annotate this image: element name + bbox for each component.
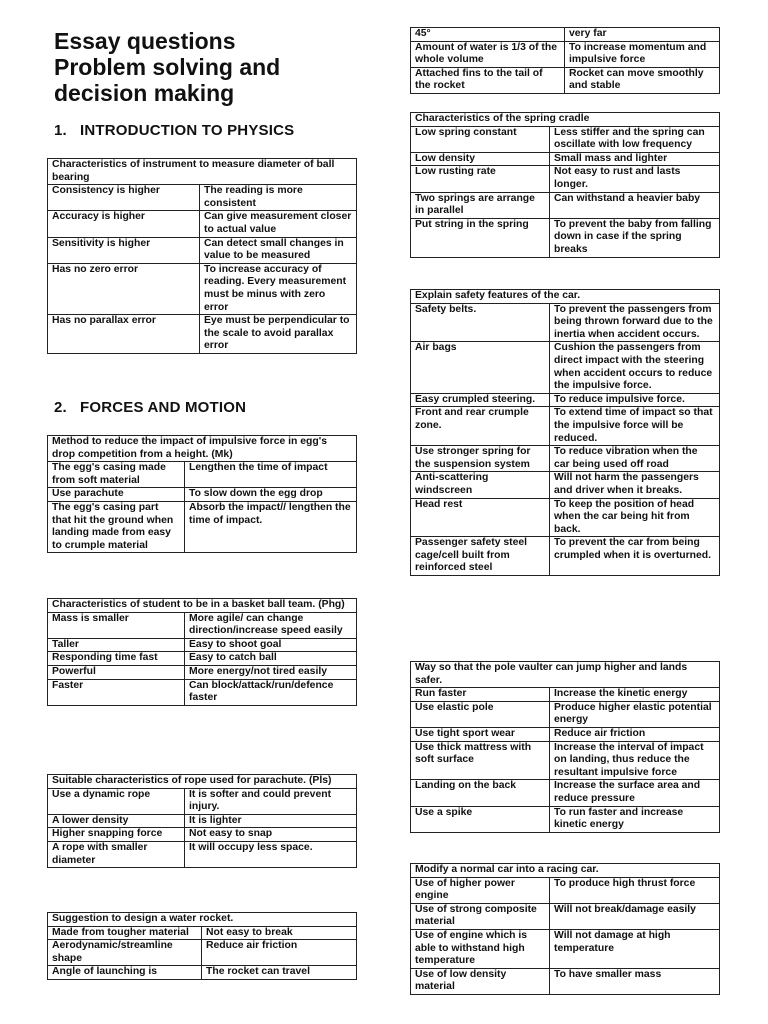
feature-cell: Accuracy is higher	[48, 211, 200, 237]
reason-cell: Increase the surface area and reduce pressure	[550, 780, 720, 806]
feature-cell: Responding time fast	[48, 652, 185, 666]
reason-cell: Reduce air friction	[550, 727, 720, 741]
reason-cell: Not easy to snap	[185, 828, 357, 842]
table-water-rocket-continued	[410, 27, 720, 94]
table-title: Method to reduce the impact of impulsive force in egg's drop competition from a height. (Mk)	[48, 436, 357, 462]
feature-cell: Higher snapping force	[48, 828, 185, 842]
feature-cell: Use a dynamic rope	[48, 788, 185, 814]
table-row	[411, 727, 720, 741]
feature-cell: Attached fins to the tail of the rocket	[411, 67, 565, 93]
table-row	[411, 152, 720, 166]
table-row	[411, 498, 720, 537]
feature-cell: Powerful	[48, 665, 185, 679]
feature-cell: Use of engine which is able to withstand high temperature	[411, 929, 550, 968]
reason-cell: To prevent the baby from falling down in case if the spring breaks	[550, 218, 720, 257]
reason-cell: To prevent the passengers from being thrown forward due to the inertia when accident occurs.	[550, 303, 720, 342]
feature-cell: The egg's casing part that hit the ground when landing made from easy to crumple material	[48, 501, 185, 552]
feature-cell: Taller	[48, 638, 185, 652]
table-row	[411, 407, 720, 446]
table-row	[48, 841, 357, 867]
feature-cell: Use thick mattress with soft surface	[411, 741, 550, 780]
table-row	[48, 926, 357, 940]
feature-cell: Mass is smaller	[48, 612, 185, 638]
table-water-rocket	[47, 912, 357, 980]
table-row	[411, 126, 720, 152]
table-row	[48, 679, 357, 705]
reason-cell: Will not harm the passengers and driver when it breaks.	[550, 472, 720, 498]
table-header-row	[411, 113, 720, 127]
feature-cell: Passenger safety steel cage/cell built from reinforced steel	[411, 537, 550, 576]
feature-cell: Sensitivity is higher	[48, 237, 200, 263]
reason-cell: To extend time of impact so that the impulsive force will be reduced.	[550, 407, 720, 446]
feature-cell: Low spring constant	[411, 126, 550, 152]
table-row	[48, 665, 357, 679]
reason-cell: Increase the interval of impact on landing, thus reduce the resultant impulsive force	[550, 741, 720, 780]
feature-cell: Consistency is higher	[48, 185, 200, 211]
table-parachute-rope	[47, 774, 357, 868]
table-car-safety	[410, 289, 720, 576]
table-title: Explain safety features of the car.	[411, 290, 720, 304]
reason-cell: Rocket can move smoothly and stable	[565, 67, 720, 93]
reason-cell: Produce higher elastic potential energy	[550, 701, 720, 727]
page-title-line-1: Essay questions	[54, 28, 236, 54]
reason-cell: To reduce vibration when the car being used off road	[550, 446, 720, 472]
reason-cell: Easy to catch ball	[185, 652, 357, 666]
section-title: FORCES AND MOTION	[80, 399, 247, 416]
table-row	[48, 488, 357, 502]
reason-cell: Will not break/damage easily	[550, 903, 720, 929]
page-title-line-2: Problem solving and	[54, 54, 281, 80]
section-number: 1.	[54, 122, 67, 139]
reason-cell: To slow down the egg drop	[185, 488, 357, 502]
reason-cell: The reading is more consistent	[200, 185, 357, 211]
table-header-row	[48, 436, 357, 462]
reason-cell: very far	[565, 28, 720, 42]
table-row	[411, 446, 720, 472]
table-title: Characteristics of instrument to measure diameter of ball bearing	[48, 159, 357, 185]
table-row	[411, 968, 720, 994]
table-title: Suggestion to design a water rocket.	[48, 913, 357, 927]
feature-cell: Head rest	[411, 498, 550, 537]
feature-cell: Low density	[411, 152, 550, 166]
reason-cell: Easy to shoot goal	[185, 638, 357, 652]
reason-cell: More energy/not tired easily	[185, 665, 357, 679]
table-row	[48, 828, 357, 842]
table-title: Suitable characteristics of rope used for parachute. (Pls)	[48, 775, 357, 789]
feature-cell: Faster	[48, 679, 185, 705]
reason-cell: Cushion the passengers from direct impact with the steering when accident occurs to reduce the impulsive force.	[550, 342, 720, 393]
reason-cell: Can give measurement closer to actual value	[200, 211, 357, 237]
feature-cell: Run faster	[411, 688, 550, 702]
table-row	[48, 652, 357, 666]
reason-cell: To reduce impulsive force.	[550, 393, 720, 407]
reason-cell: Small mass and lighter	[550, 152, 720, 166]
table-row	[48, 612, 357, 638]
feature-cell: Use of higher power engine	[411, 877, 550, 903]
reason-cell: Will not damage at high temperature	[550, 929, 720, 968]
reason-cell: More agile/ can change direction/increase speed easily	[185, 612, 357, 638]
table-row	[411, 303, 720, 342]
table-row	[411, 28, 720, 42]
table-row	[48, 237, 357, 263]
table-row	[48, 966, 357, 980]
table-header-row	[411, 662, 720, 688]
feature-cell: 45°	[411, 28, 565, 42]
reason-cell: Can block/attack/run/defence faster	[185, 679, 357, 705]
feature-cell: Use parachute	[48, 488, 185, 502]
feature-cell: A rope with smaller diameter	[48, 841, 185, 867]
table-row	[411, 877, 720, 903]
reason-cell: To run faster and increase kinetic energy	[550, 806, 720, 832]
table-row	[411, 903, 720, 929]
table-header-row	[411, 290, 720, 304]
section-number: 2.	[54, 399, 67, 416]
table-row	[411, 342, 720, 393]
table-row	[48, 814, 357, 828]
reason-cell: Not easy to break	[202, 926, 357, 940]
feature-cell: Easy crumpled steering.	[411, 393, 550, 407]
reason-cell: Reduce air friction	[202, 940, 357, 966]
table-basketball-student	[47, 598, 357, 706]
table-row	[48, 263, 357, 314]
reason-cell: To increase accuracy of reading. Every measurement must be minus with zero error	[200, 263, 357, 314]
reason-cell: To produce high thrust force	[550, 877, 720, 903]
reason-cell: Less stiffer and the spring can oscillate with low frequency	[550, 126, 720, 152]
feature-cell: Use of low density material	[411, 968, 550, 994]
reason-cell: To have smaller mass	[550, 968, 720, 994]
reason-cell: To prevent the car from being crumpled when it is overturned.	[550, 537, 720, 576]
feature-cell: Put string in the spring	[411, 218, 550, 257]
feature-cell: Use a spike	[411, 806, 550, 832]
feature-cell: Anti-scattering windscreen	[411, 472, 550, 498]
feature-cell: Amount of water is 1/3 of the whole volume	[411, 41, 565, 67]
table-header-row	[48, 159, 357, 185]
table-row	[48, 638, 357, 652]
reason-cell: To increase momentum and impulsive force	[565, 41, 720, 67]
feature-cell: Use of strong composite material	[411, 903, 550, 929]
table-row	[411, 393, 720, 407]
table-row	[411, 701, 720, 727]
reason-cell: To keep the position of head when the car being hit from back.	[550, 498, 720, 537]
table-egg-drop-method	[47, 435, 357, 553]
reason-cell: Lengthen the time of impact	[185, 462, 357, 488]
table-row	[48, 462, 357, 488]
table-title: Characteristics of the spring cradle	[411, 113, 720, 127]
section-title: INTRODUCTION TO PHYSICS	[80, 122, 295, 139]
feature-cell: Angle of launching is	[48, 966, 202, 980]
feature-cell: Low rusting rate	[411, 166, 550, 192]
page-title	[54, 28, 280, 106]
table-title: Way so that the pole vaulter can jump higher and lands safer.	[411, 662, 720, 688]
feature-cell: Safety belts.	[411, 303, 550, 342]
table-row	[411, 537, 720, 576]
feature-cell: Made from tougher material	[48, 926, 202, 940]
reason-cell: Can withstand a heavier baby	[550, 192, 720, 218]
reason-cell: Not easy to rust and lasts longer.	[550, 166, 720, 192]
table-row	[411, 67, 720, 93]
section-heading-forces	[54, 399, 246, 416]
table-title: Characteristics of student to be in a basket ball team. (Phg)	[48, 599, 357, 613]
feature-cell: Use tight sport wear	[411, 727, 550, 741]
table-row	[411, 218, 720, 257]
feature-cell: Aerodynamic/streamline shape	[48, 940, 202, 966]
table-header-row	[48, 599, 357, 613]
table-row	[411, 741, 720, 780]
feature-cell: A lower density	[48, 814, 185, 828]
feature-cell: Use stronger spring for the suspension system	[411, 446, 550, 472]
feature-cell: The egg's casing made from soft material	[48, 462, 185, 488]
feature-cell: Front and rear crumple zone.	[411, 407, 550, 446]
table-row	[48, 788, 357, 814]
table-row	[411, 472, 720, 498]
table-row	[411, 192, 720, 218]
table-row	[411, 806, 720, 832]
table-row	[411, 780, 720, 806]
table-row	[48, 940, 357, 966]
feature-cell: Has no parallax error	[48, 315, 200, 354]
table-row	[411, 166, 720, 192]
table-spring-cradle	[410, 112, 720, 258]
reason-cell: The rocket can travel	[202, 966, 357, 980]
table-row	[48, 501, 357, 552]
reason-cell: It is lighter	[185, 814, 357, 828]
table-row	[48, 315, 357, 354]
reason-cell: Increase the kinetic energy	[550, 688, 720, 702]
reason-cell: It will occupy less space.	[185, 841, 357, 867]
feature-cell: Use elastic pole	[411, 701, 550, 727]
reason-cell: It is softer and could prevent injury.	[185, 788, 357, 814]
section-heading-introduction	[54, 122, 294, 139]
feature-cell: Has no zero error	[48, 263, 200, 314]
table-header-row	[411, 864, 720, 878]
feature-cell: Air bags	[411, 342, 550, 393]
table-header-row	[48, 775, 357, 789]
page-title-line-3: decision making	[54, 80, 235, 106]
table-racing-car	[410, 863, 720, 995]
table-pole-vaulter	[410, 661, 720, 833]
reason-cell: Can detect small changes in value to be measured	[200, 237, 357, 263]
table-title: Modify a normal car into a racing car.	[411, 864, 720, 878]
table-row	[411, 929, 720, 968]
reason-cell: Eye must be perpendicular to the scale to avoid parallax error	[200, 315, 357, 354]
table-row	[48, 185, 357, 211]
table-instrument-characteristics	[47, 158, 357, 354]
table-header-row	[48, 913, 357, 927]
table-row	[411, 41, 720, 67]
table-row	[411, 688, 720, 702]
feature-cell: Two springs are arrange in parallel	[411, 192, 550, 218]
reason-cell: Absorb the impact// lengthen the time of impact.	[185, 501, 357, 552]
feature-cell: Landing on the back	[411, 780, 550, 806]
table-row	[48, 211, 357, 237]
